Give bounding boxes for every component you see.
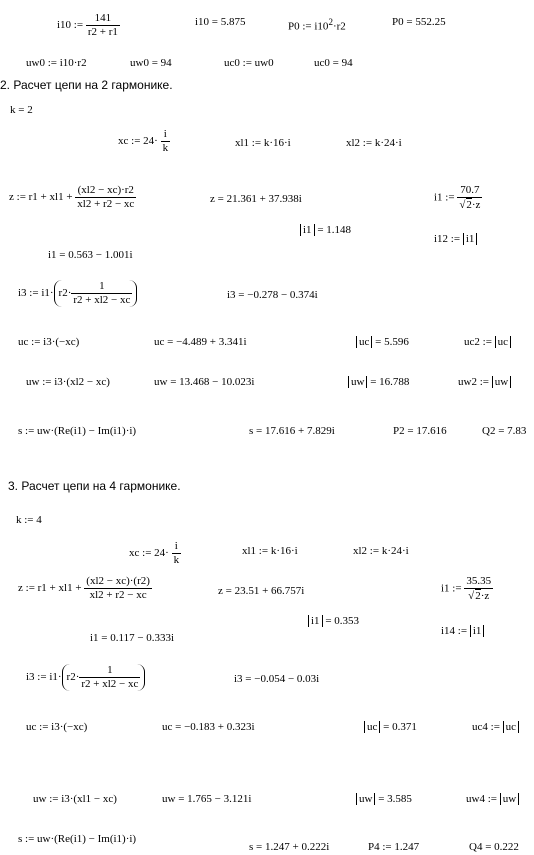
z4-result: z = 23.51 + 66.757i xyxy=(218,585,305,597)
abs-uc-result: uc = 5.596 xyxy=(356,336,409,349)
abs-uw-result: uw = 16.788 xyxy=(348,376,409,389)
section-2-heading: 2. Расчет цепи на 2 гармонике. xyxy=(0,78,173,92)
z4-definition: z := r1 + xl1 + $\frac{(xl2 - xc)\cdot(r2)}{xl2 + r2 - xc}$ xyxy=(18,575,150,601)
abs-uw-4-result: uw = 3.585 xyxy=(356,793,412,806)
uc0-result: uc0 = 94 xyxy=(314,57,353,69)
xl2-4-definition: xl2 := k·24·i xyxy=(353,545,409,557)
uc0-definition: uc0 := uw0 xyxy=(224,57,274,69)
p0-result: P0 = 552.25 xyxy=(392,16,446,28)
i1-4-result: i1 = 0.117 − 0.333i xyxy=(90,632,175,644)
uc4-expr-result: uc = −0.183 + 0.323i xyxy=(162,721,255,733)
p0-definition: P0 := $i10^2\cdot r2$ xyxy=(288,17,346,33)
s-result: s = 17.616 + 7.829i xyxy=(249,425,335,437)
i3-4-result: i3 = −0.054 − 0.03i xyxy=(234,673,320,685)
uw-result: uw = 13.468 − 10.023i xyxy=(154,376,255,388)
uc4-expr-definition: uc := i3·(−xc) xyxy=(26,721,88,733)
k4-definition: k := 4 xyxy=(16,514,42,526)
s4-definition: s := uw·(Re(i1) − Im(i1)·i) xyxy=(18,833,137,845)
uw4-expr-result: uw = 1.765 − 3.121i xyxy=(162,793,252,805)
s-definition: s := uw·(Re(i1) − Im(i1)·i) xyxy=(18,425,137,437)
abs-uc-4-result: uc = 0.371 xyxy=(364,721,417,734)
i3-result: i3 = −0.278 − 0.374i xyxy=(227,289,318,301)
uc4-definition: uc4 := uc xyxy=(472,721,519,734)
uw4-expr-definition: uw := i3·(xl1 − xc) xyxy=(33,793,117,805)
i10-fraction: $\frac{141}{r2 + r1}$ xyxy=(87,12,118,38)
section-4-heading: 3. Расчет цепи на 4 гармонике. xyxy=(8,479,181,493)
k-definition: k = 2 xyxy=(10,104,33,116)
xc4-definition: xc := 24· $\frac{i}{k}$ xyxy=(129,540,180,566)
i10-definition: i10 := $\frac{141}{r2 + r1}$ xyxy=(57,12,118,38)
q2-result: Q2 = 7.83 xyxy=(482,425,527,437)
q4-result: Q4 = 0.222 xyxy=(469,841,519,853)
uw4-definition: uw4 := uw xyxy=(466,793,519,806)
uc2-definition: uc2 := uc xyxy=(464,336,511,349)
i3-4-definition: i3 := i1· r2· $\frac{1}{r2 + xl2 - xc}$ xyxy=(26,664,145,691)
uw-definition: uw := i3·(xl2 − xc) xyxy=(26,376,110,388)
uw0-result: uw0 = 94 xyxy=(130,57,172,69)
i1-result: i1 = 0.563 − 1.001i xyxy=(48,249,133,261)
i12-definition: i12 := i1 xyxy=(434,233,477,246)
xc-definition: xc := 24· $\frac{i}{k}$ xyxy=(118,128,169,154)
i3-definition: i3 := i1· r2· $\frac{1}{r2 + xl2 - xc}$ xyxy=(18,280,137,307)
i14-definition: i14 := i1 xyxy=(441,625,484,638)
xl1-definition: xl1 := k·16·i xyxy=(235,137,291,149)
z-definition: z := r1 + xl1 + $\frac{(xl2 - xc)\cdot r2}{xl2 + r2 - xc}$ xyxy=(9,184,135,210)
abs-i1-result: i1 = 1.148 xyxy=(300,224,351,237)
i1-4-definition: i1 := $\frac{35.35}{√2\cdot z}$ xyxy=(441,575,492,602)
p4-result: P4 := 1.247 xyxy=(368,841,420,853)
uc-result: uc = −4.489 + 3.341i xyxy=(154,336,247,348)
uw0-definition: uw0 := i10·r2 xyxy=(26,57,87,69)
s4-result: s = 1.247 + 0.222i xyxy=(249,841,330,853)
p2-result: P2 = 17.616 xyxy=(393,425,447,437)
xl2-definition: xl2 := k·24·i xyxy=(346,137,402,149)
i10-result: i10 = 5.875 xyxy=(195,16,246,28)
i1-definition: i1 := $\frac{70.7}{√2\cdot z}$ xyxy=(434,184,481,211)
uw2-definition: uw2 := uw xyxy=(458,376,511,389)
z-result: z = 21.361 + 37.938i xyxy=(210,193,302,205)
xl1-4-definition: xl1 := k·16·i xyxy=(242,545,298,557)
uc-definition: uc := i3·(−xc) xyxy=(18,336,80,348)
abs-i1-4-result: i1 = 0.353 xyxy=(308,615,359,628)
